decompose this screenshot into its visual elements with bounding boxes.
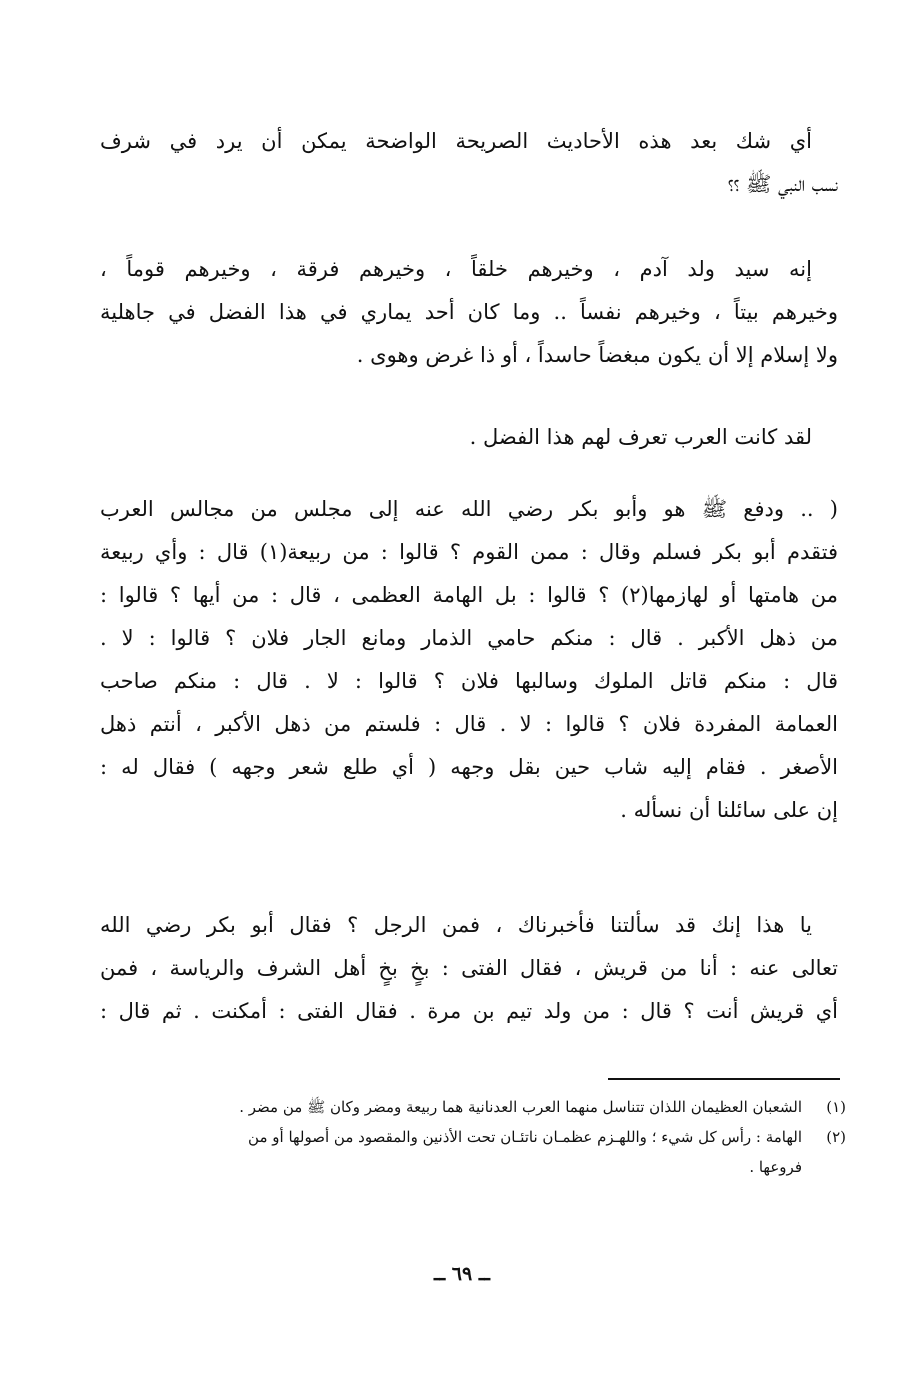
text-line: لقد كانت العرب تعرف لهم هذا الفضل .: [469, 425, 812, 449]
text-line: إنه سيد ولد آدم ، وخيرهم خلقاً ، وخيرهم فرقة ، وخيرهم قوماً ،: [100, 257, 812, 281]
text-line: ( .. ودفع ﷺ هو وأبو بكر رضي الله عنه إلى مجلس من مجالس العرب: [100, 497, 838, 521]
text-line: الأصغر . فقام إليه شاب حين بقل وجهه ( أي طلع شعر وجهه ) فقال له :: [100, 755, 838, 779]
footnote-2-continuation: فروعها .: [749, 1158, 802, 1176]
footnote-text: الهامة : رأس كل شيء ؛ واللهـزم عظمـان ناتئـان تحت الأذنين والمقصود من أصولها أو من: [248, 1128, 802, 1146]
footnote-text: الشعبان العظيمان اللذان تتناسل منهما العرب العدنانية هما ربيعة ومضر وكان ﷺ من مضر .: [239, 1098, 802, 1116]
text-line: من ذهل الأكبر . قال : منكم حامي الذمار ومانع الجار فلان ؟ قالوا : لا .: [100, 626, 838, 650]
text-line: أي قريش أنت ؟ قال : من ولد تيم بن مرة . فقال الفتى : أمكنت . ثم قال :: [100, 999, 838, 1023]
footnote-number: (١): [826, 1098, 846, 1116]
text-line: نسب النبي ﷺ ؟؟: [727, 172, 838, 196]
text-line: يا هذا إنك قد سألتنا فأخبرناك ، فمن الرجل ؟ فقال أبو بكر رضي الله: [100, 913, 812, 937]
footnote-divider: [608, 1078, 840, 1080]
text-line: العمامة المفردة فلان ؟ قالوا : لا . قال : فلستم من ذهل الأكبر ، أنتم ذهل: [100, 712, 838, 736]
text-line: من هامتها أو لهازمها(٢) ؟ قالوا : بل الهامة العظمى ، قال : من أيها ؟ قالوا :: [100, 583, 838, 607]
paragraph-3: [100, 416, 838, 459]
text-line: ولا إسلام إلا أن يكون مبغضاً حاسداً ، أو ذا غرض وهوى .: [356, 343, 838, 367]
text-line: تعالى عنه : أنا من قريش ، فقال الفتى : بخٍ بخٍ أهل الشرف والرياسة ، فمن: [100, 956, 838, 980]
paragraph-1: [100, 120, 838, 206]
text-line: إن على سائلنا أن نسأله .: [620, 798, 838, 822]
footnote-2: [100, 1122, 846, 1152]
footnote-number: (٢): [826, 1128, 846, 1146]
page-number: ــ ٦٩ ــ: [434, 1263, 490, 1285]
paragraph-2: [100, 248, 838, 377]
text-line: وخيرهم بيتاً ، وخيرهم نفساً .. وما كان أحد يماري في هذا الفضل في جاهلية: [100, 300, 838, 324]
text-line: قال : منكم قاتل الملوك وسالبها فلان ؟ قالوا : لا . قال : منكم صاحب: [100, 669, 838, 693]
footnote-1: [100, 1092, 846, 1122]
text-line: فتقدم أبو بكر فسلم وقال : ممن القوم ؟ قالوا : من ربيعة(١) قال : وأي ربيعة: [100, 540, 838, 564]
text-line: أي شك بعد هذه الأحاديث الصريحة الواضحة يمكن أن يرد في شرف: [100, 129, 812, 153]
paragraph-5: [100, 904, 838, 1033]
footnotes: [100, 1092, 846, 1182]
paragraph-4: [100, 488, 838, 832]
